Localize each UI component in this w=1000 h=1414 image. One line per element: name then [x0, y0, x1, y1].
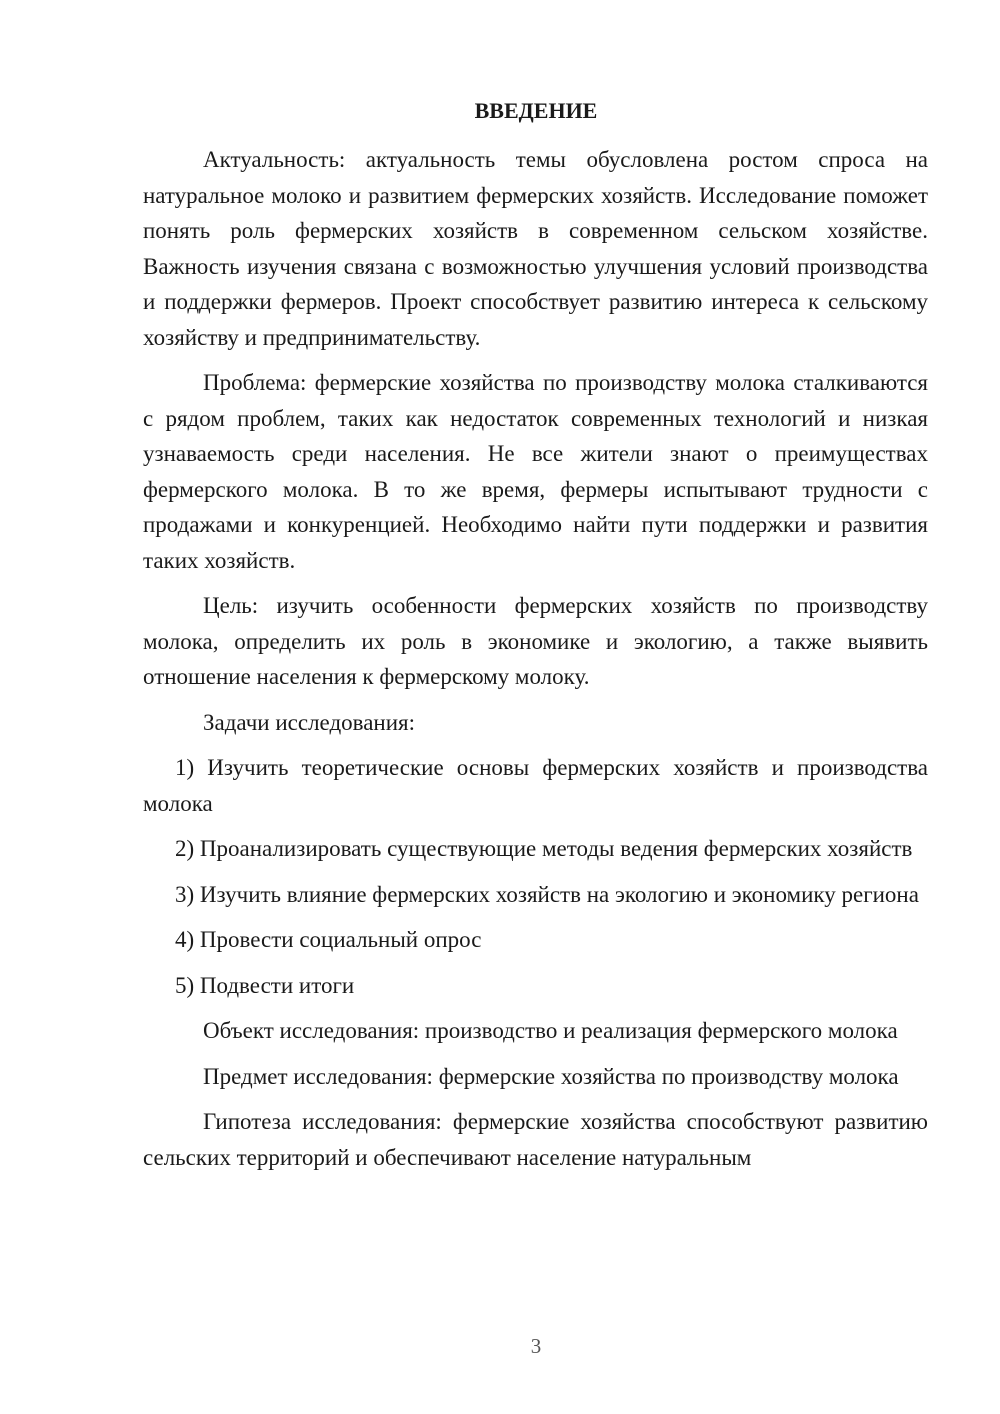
task-item-1: 1) Изучить теоретические основы фермерских хозяйств и производства молока [143, 755, 928, 816]
document-body [143, 142, 928, 1185]
paragraph-tasks-heading: Задачи исследования: [203, 709, 416, 735]
paragraph-hypothesis: Гипотеза исследования: фермерские хозяйства способствуют развитию сельских территорий и обеспечивают население натуральным [143, 1109, 928, 1170]
task-item-5: 5) Подвести итоги [175, 972, 355, 998]
page-number: 3 [530, 1334, 542, 1358]
paragraph-goal: Цель: изучить особенности фермерских хозяйств по производству молока, определить их роль в экономике и экологию, а также выявить отношение населения к фермерскому молоку. [143, 593, 928, 689]
paragraph-object: Объект исследования: производство и реализация фермерского молока [203, 1018, 898, 1043]
paragraph-problem: Проблема: фермерские хозяйства по производству молока сталкиваются с рядом проблем, таких как недостаток современных технологий и низкая узнаваемость среди населения. Не все жители знают о преимуществах фермерского молока. В то же время, фермеры испытывают трудности с продажами и конкуренцией. Необходимо найти пути поддержки и развития таких хозяйств. [143, 370, 928, 573]
paragraph-relevance: Актуальность: актуальность темы обусловлена ростом спроса на натуральное молоко и развитием фермерских хозяйств. Исследование поможет понять роль фермерских хозяйств в современном сельском хозяйстве. Важность изучения связана с возможностью улучшения условий производства и поддержки фермеров. Проект способствует развитию интереса к сельскому хозяйству и предпринимательству. [143, 147, 928, 350]
task-item-2: 2) Проанализировать существующие методы ведения фермерских хозяйств [175, 836, 913, 861]
task-item-4: 4) Провести социальный опрос [175, 927, 482, 952]
task-item-3: 3) Изучить влияние фермерских хозяйств на экологию и экономику региона [175, 881, 919, 907]
paragraph-subject: Предмет исследования: фермерские хозяйства по производству молока [203, 1063, 899, 1089]
section-title: ВВЕДЕНИЕ [474, 98, 598, 123]
